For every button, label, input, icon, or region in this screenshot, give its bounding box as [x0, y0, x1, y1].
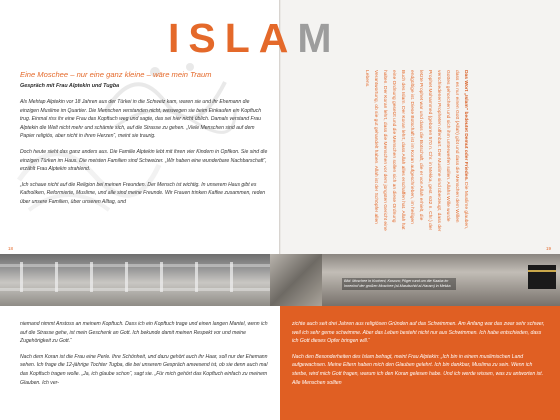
paragraph: Nach den Besonderheiten des Islam befragt, meint Frau Alptekin: „Ich bin in einem muslimischen Land aufgewachsen. Meine Eltern haben mich den Glauben gelehrt. Ich bin dankbar, Muslima zu sein. Wenn ich sterbe, wird mich Gott fragen, warum ich den Koran gelesen habe. Und ich werde wissen, was zu antworten ist. Alle Menschen sollten — [292, 353, 544, 386]
info-body: Die Muslime glauben, dass es nur einen Gott (Allah) gibt und dass die Menschen dem Willen Gottes gehorchen und sich ihm unterwerfen sollen. Allahs Wille wurde verschiedenen Propheten offenbart. Der Muslime sind überzeugt, dass der Prophet Mohammed (geboren 570 n. Chr. in Mekka, gest. 632 n. Chr.) der letzte Prophet war und dass die Botschaft, die er von Allah erhielt, die endgültige ist. Diese Botschaft ist im Koran aufgeschrieben, im heiligen Buch des Islam. Der Koran lehrt, dass Allah alles erschaffen hat. Allah hat eine Ordnung gesetzt und die Menschen sollen sich an diese Ordnung halten. Der Koran lehrt, dass die Menschen vor dem jüngsten Gericht eine Verantwortung, ob sie gut gehandelt haben. Allah ist der Schöpfer allen Lebens. — [364, 70, 468, 232]
paragraph: „Ich schaue nicht auf die Religion bei meinen Freunden. Der Mensch ist wichtig. In unserem Haus gibt es Katholiken, Reformierte, Muslime, und alle sind meine Freunde. Wir Frauen trinken Kaffee zusammen, reden über unsere Familien, über unseren Alltag, und — [20, 181, 266, 205]
left-body — [20, 98, 268, 214]
page-title: ISLAM — [168, 15, 341, 61]
article-subhead: Gespräch mit Frau Alptekin und Tugba — [20, 83, 120, 89]
page-number-left: 18 — [8, 246, 14, 251]
info-lead: Das Wort „Islam“ bedeutet Demut oder Frieden. — [463, 70, 468, 181]
crowd-photo — [270, 254, 322, 306]
paragraph: Als Mehtap Alptekin vor 18 Jahren aus der Türkei in die Schweiz kam, waren sie und ihr Ehemann die einzigen Muslime im Quartier. Die Menschen verstanden nicht, weswegen sie beim Einkaufen ein Kopftuch trug. Einmal riss ihr eine Frau das Kopftuch weg und sagte, das sei hier nicht üblich. Damals verstand Frau Alptekin die Welt nicht mehr und schämte sich, auf die Strasse zu gehen. „Viele Menschen sind auf dem Papier religiös, aber nicht in ihren Herzen“, meint sie traurig. — [20, 99, 262, 140]
mosque-interior-photo — [0, 254, 270, 306]
photo-strip — [0, 254, 560, 306]
paragraph: Doch heute sieht das ganz anders aus. Die Familie Alptekin lebt mit ihren vier Kindern in Opfikon. Sie sind die einzigen Türken im Haus. Die meisten Familien sind Schweizer. „Wir haben eine wunderbare Nachbarschaft“, erzählt Frau Alptekin strahlend. — [20, 148, 268, 173]
kaaba-image — [528, 265, 556, 289]
kaaba-band — [528, 270, 556, 272]
paragraph: zichte auch seit drei Jahren aus religiösen Gründen auf das Schwimmen. Am Anfang war das zwar sehr schwer, weil ich sehr gerne schwimme. Aber das Leben besteht nicht nur aus Schwimmen. Ich habe entschieden, dass ich Gott dieses Opfer bringen will.“ — [292, 321, 545, 345]
photo-caption: Bild: Moschee in Kocheni, Kosovo; Pilger rund um die Kaaba im Innenhof der großen Moschee (al-Masdschid al-Haram) in Mekka — [342, 278, 456, 290]
article-headline: Eine Moschee – nur eine ganz kleine – wäre mein Traum — [20, 70, 212, 79]
lower-left-body — [20, 320, 270, 394]
lower-right-body — [292, 320, 548, 394]
page-number-right: 19 — [546, 246, 552, 251]
paragraph: Nach dem Koran ist die Frau eine Perle. Ihre Schönheit, und dazu gehört auch ihr Haar, soll nur der Ehemann sehen. Ich frage die 12-jährige Tochter Tugba, die bei unserem Gespräch anwesend ist, ob sie denn auch mal das Kopftuch tragen wolle. „Ja, ich glaube schon“, sagt sie. „Für mich gehört das Kopftuch einfach zu meinem Glauben. Ich ver- — [20, 353, 268, 386]
islam-info-column — [300, 70, 470, 235]
paragraph: niemand nimmt Anstoss an meinem Kopftuch. Dass ich ein Kopftuch trage und einen langen Mantel, wenn ich auf die Strasse gehe, ist mein Geschenk an Gott. Ich bekunde damit meinen Respekt vor und meine Zugehörigkeit zu Gott.“ — [20, 321, 268, 345]
